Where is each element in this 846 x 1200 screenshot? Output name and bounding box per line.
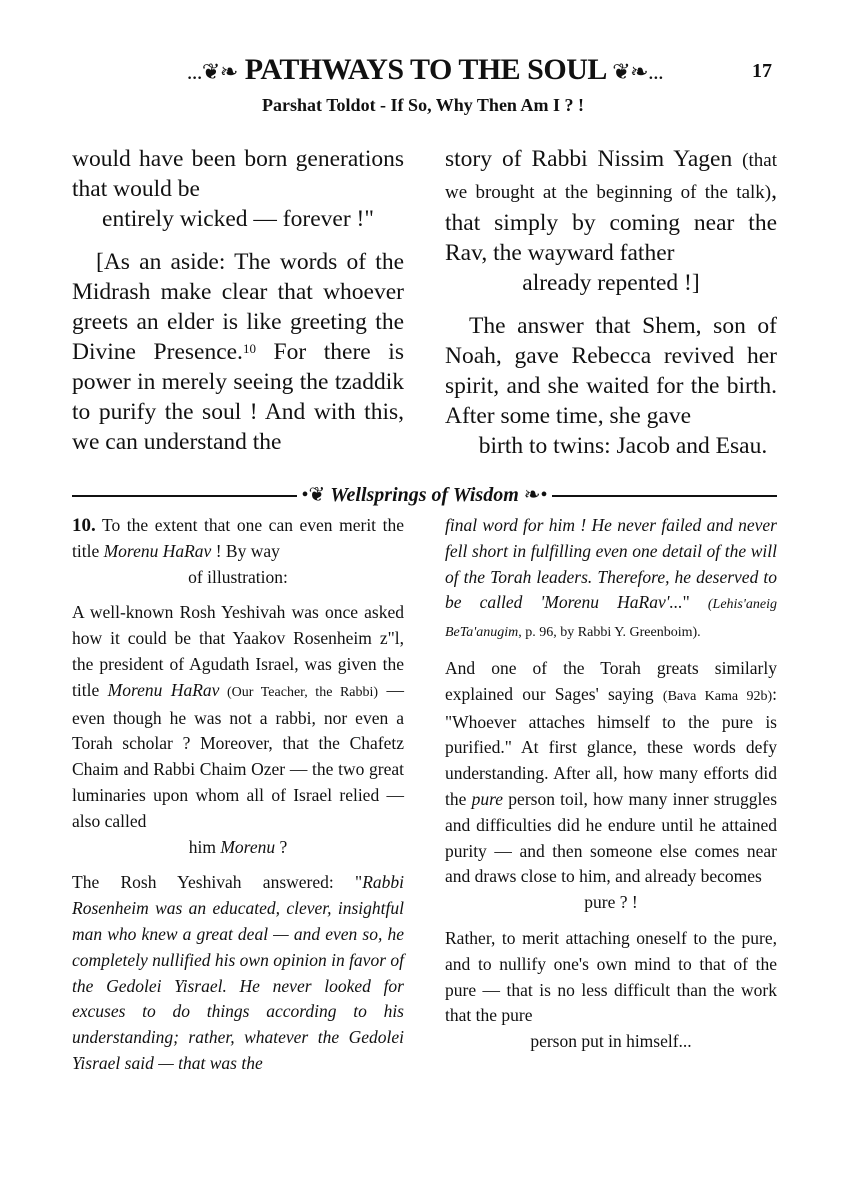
paragraph: story of Rabbi Nissim Yagen (that we brought at the beginning of the talk), that simply by coming near the Rav, the wayward father already repented !] — [445, 146, 777, 296]
section-divider: •❦ Wellsprings of Wisdom ❧• — [72, 484, 777, 506]
paragraph: [As an aside: The words of the Midrash make clear that whoever greets an elder is like greeting the Divine Presence.$^{10}$ For there is power in merely seeing the tzaddik to purify the soul ! And with this, we can understand the — [72, 249, 404, 455]
book-title-text: PATHWAYS TO THE SOUL — [244, 53, 606, 86]
divider-label: Wellsprings of Wisdom — [330, 484, 519, 506]
footnote-paragraph: Rather, to merit attaching oneself to the pure, and to nullify one's own mind to that of the pure — that is no less difficult than the work that the pure person put in himself... — [445, 927, 777, 1052]
footnote-number: 10. — [72, 515, 96, 536]
footnote-paragraph: 10. To the extent that one can even merit the title Morenu HaRav ! By way of illustration: — [72, 515, 404, 587]
running-header — [0, 52, 846, 88]
ornament-right-icon: ❦❧... — [612, 59, 664, 84]
footnote-paragraph: final word for him ! He never failed and never fell short in fulfilling even one detail of the will of the Torah leaders. Therefore, he deserved to be called 'Morenu HaRav'..." (Lehis'aneig BeTa'anugim, p. 96, by Rabbi Y. Greenboim). — [445, 515, 777, 641]
page-number: 17 — [752, 60, 772, 82]
main-column-right — [445, 144, 777, 461]
footnote-paragraph: And one of the Torah greats similarly explained our Sages' saying (Bava Kama 92b): "Whoever attaches himself to the pure is purified." At first glance, these words defy understanding. After all, how many efforts did the pure person toil, how many inner struggles and difficulties did he endure until he attained purity — and then someone else comes near and draws close to him, and already becomes pure ? ! — [445, 657, 777, 913]
main-column-left — [72, 144, 404, 457]
paragraph: The answer that Shem, son of Noah, gave Rebecca revived her spirit, and she waited for the birth. After some time, she gave birth to twins: Jacob and Esau. — [445, 313, 777, 459]
footnote-paragraph: A well-known Rosh Yeshivah was once asked how it could be that Yaakov Rosenheim z"l, the president of Agudath Israel, was given the title Morenu HaRav (Our Teacher, the Rabbi) — even though he was not a rabbi, nor even a Torah scholar ? Moreover, that the Chafetz Chaim and Rabbi Chaim Ozer — the two great luminaries upon whom all of Israel relied — also called him Morenu ? — [72, 602, 405, 857]
paragraph: would have been born generations that would be entirely wicked — forever !" — [72, 146, 404, 232]
footnote-ref: 10 — [242, 341, 256, 356]
footnote-column-right — [445, 513, 777, 1055]
book-title — [130, 52, 720, 90]
ornament-left-icon: ...❦❧ — [186, 59, 238, 84]
footnote-column-left — [72, 513, 404, 1077]
chapter-subtitle: Parshat Toldot - If So, Why Then Am I ? ! — [262, 95, 584, 115]
footnote-paragraph: The Rosh Yeshivah answered: "Rabbi Rosenheim was an educated, clever, insightful man who knew a great deal — and even so, he completely nullified his own opinion in favor of the Gedolei Yisrael. He never looked for excuses to do things according to his understanding; rather, whatever the Gedolei Yisrael said — that was the — [72, 872, 404, 1073]
